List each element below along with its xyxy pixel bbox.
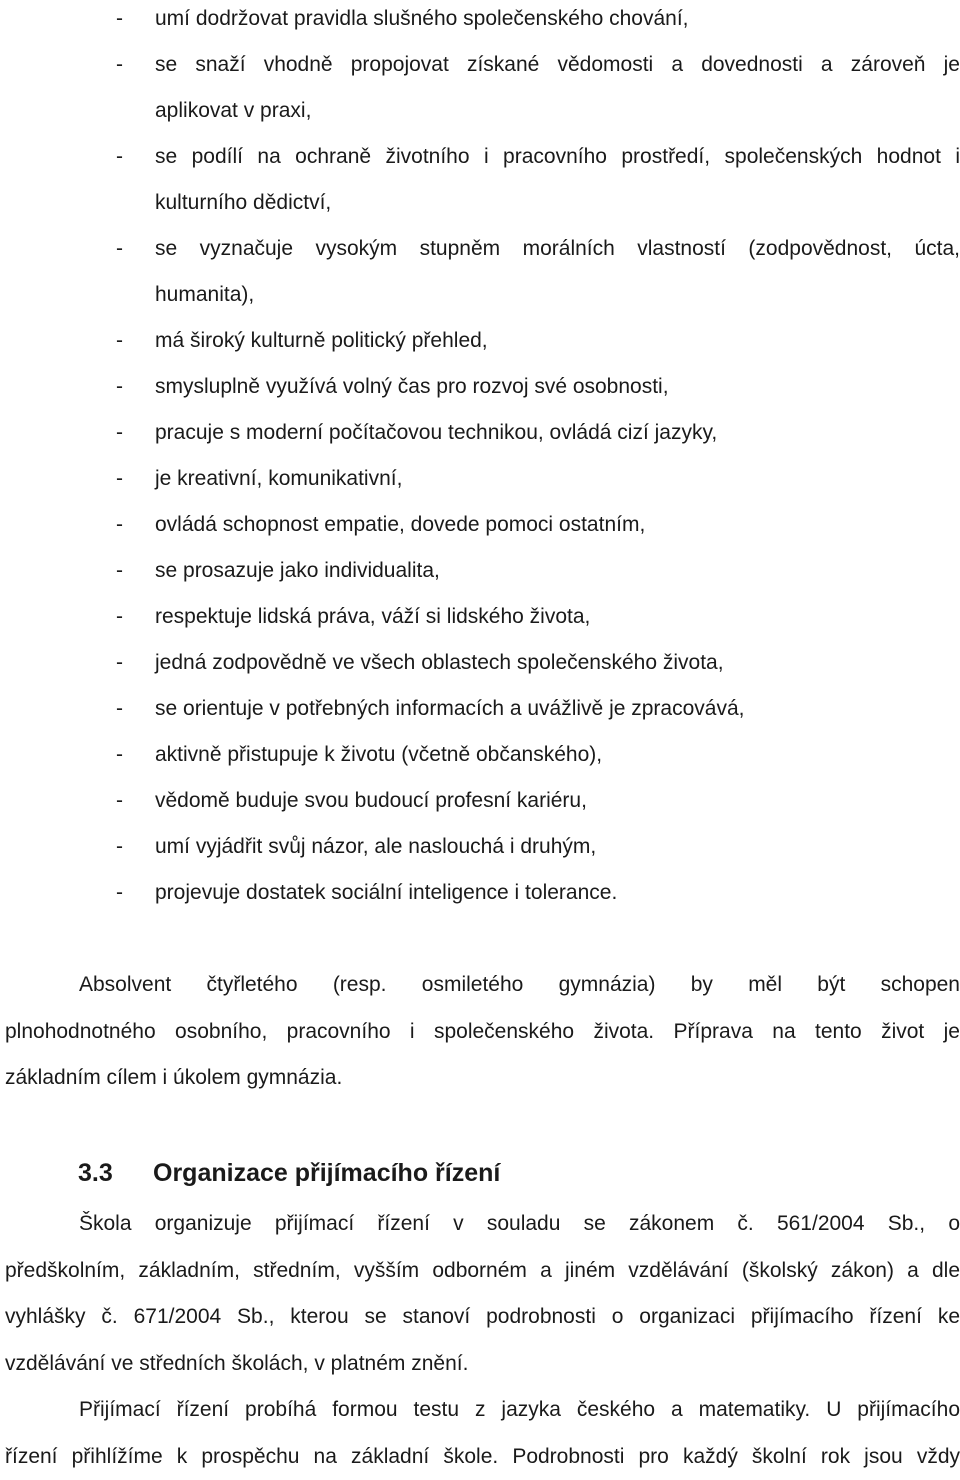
list-item-text: ovládá schopnost empatie, dovede pomoci ostatním, [155, 502, 960, 548]
paragraph-line: předškolním, základním, středním, vyšším odborném a jiném vzdělávání (školský zákon) a dle [5, 1248, 960, 1295]
list-item-text: smysluplně využívá volný čas pro rozvoj své osobnosti, [155, 364, 960, 410]
bullet-dash: - [116, 410, 123, 456]
list-item [0, 686, 960, 732]
list-item-text: aplikovat v praxi, [155, 88, 960, 134]
list-item [0, 870, 960, 916]
paragraph-line: řízení přihlížíme k prospěchu na základní škole. Podrobnosti pro každý školní rok jsou vždy [5, 1434, 960, 1480]
section-number: 3.3 [78, 1150, 153, 1196]
list-item-text: se snaží vhodně propojovat získané vědomosti a dovednosti a zároveň je [155, 42, 960, 88]
list-item [0, 0, 960, 42]
list-item [0, 824, 960, 870]
bullet-dash: - [116, 0, 123, 42]
bullet-dash: - [116, 824, 123, 870]
paragraph-line: Absolvent čtyřletého (resp. osmiletého gymnázia) by měl být schopen [5, 962, 960, 1009]
graduate-summary-paragraph [5, 962, 960, 1102]
section-heading [78, 1150, 500, 1196]
paragraph-line: plnohodnotného osobního, pracovního i společenského života. Příprava na tento život je [5, 1009, 960, 1056]
bullet-dash: - [116, 364, 123, 410]
list-item-text: humanita), [155, 272, 960, 318]
bullet-dash: - [116, 42, 123, 88]
list-item-text: je kreativní, komunikativní, [155, 456, 960, 502]
list-item [0, 364, 960, 410]
list-item [0, 548, 960, 594]
bullet-dash: - [116, 134, 123, 180]
bullet-dash: - [116, 456, 123, 502]
list-item [0, 640, 960, 686]
list-item-text: jedná zodpovědně ve všech oblastech společenského života, [155, 640, 960, 686]
list-item-text: aktivně přistupuje k životu (včetně občanského), [155, 732, 960, 778]
list-item [0, 134, 960, 226]
list-item [0, 318, 960, 364]
bullet-dash: - [116, 640, 123, 686]
list-item-text: kulturního dědictví, [155, 180, 960, 226]
list-item-text: má široký kulturně politický přehled, [155, 318, 960, 364]
list-item-text: se orientuje v potřebných informacích a uvážlivě je zpracovává, [155, 686, 960, 732]
bullet-dash: - [116, 686, 123, 732]
bullet-dash: - [116, 594, 123, 640]
list-item [0, 732, 960, 778]
bullet-dash: - [116, 548, 123, 594]
list-item [0, 502, 960, 548]
list-item [0, 226, 960, 318]
list-item-text: se vyznačuje vysokým stupněm morálních vlastností (zodpovědnost, úcta, [155, 226, 960, 272]
paragraph-line: vzdělávání ve středních školách, v platném znění. [5, 1341, 960, 1388]
list-item [0, 410, 960, 456]
list-item [0, 456, 960, 502]
bullet-dash: - [116, 732, 123, 778]
paragraph-line: Škola organizuje přijímací řízení v souladu se zákonem č. 561/2004 Sb., o [5, 1201, 960, 1248]
bullet-dash: - [116, 870, 123, 916]
admission-process-paragraph [5, 1387, 960, 1480]
paragraph-line: Přijímací řízení probíhá formou testu z jazyka českého a matematiky. U přijímacího [5, 1387, 960, 1434]
list-item-text: se podílí na ochraně životního i pracovního prostředí, společenských hodnot i [155, 134, 960, 180]
list-item-text: pracuje s moderní počítačovou technikou, ovládá cizí jazyky, [155, 410, 960, 456]
admission-law-paragraph [5, 1201, 960, 1387]
bullet-dash: - [116, 318, 123, 364]
bullet-dash: - [116, 778, 123, 824]
paragraph-line: vyhlášky č. 671/2004 Sb., kterou se stanoví podrobnosti o organizaci přijímacího řízení ke [5, 1294, 960, 1341]
list-item-text: umí dodržovat pravidla slušného společenského chování, [155, 0, 960, 42]
list-item-text: se prosazuje jako individualita, [155, 548, 960, 594]
bullet-dash: - [116, 502, 123, 548]
list-item [0, 42, 960, 134]
list-item-text: umí vyjádřit svůj názor, ale naslouchá i druhým, [155, 824, 960, 870]
list-item-text: respektuje lidská práva, váží si lidského života, [155, 594, 960, 640]
bullet-dash: - [116, 226, 123, 272]
list-item [0, 594, 960, 640]
list-item [0, 778, 960, 824]
section-title: Organizace přijímacího řízení [153, 1159, 500, 1187]
list-item-text: projevuje dostatek sociální inteligence i tolerance. [155, 870, 960, 916]
paragraph-line: základním cílem i úkolem gymnázia. [5, 1055, 960, 1102]
list-item-text: vědomě buduje svou budoucí profesní kariéru, [155, 778, 960, 824]
